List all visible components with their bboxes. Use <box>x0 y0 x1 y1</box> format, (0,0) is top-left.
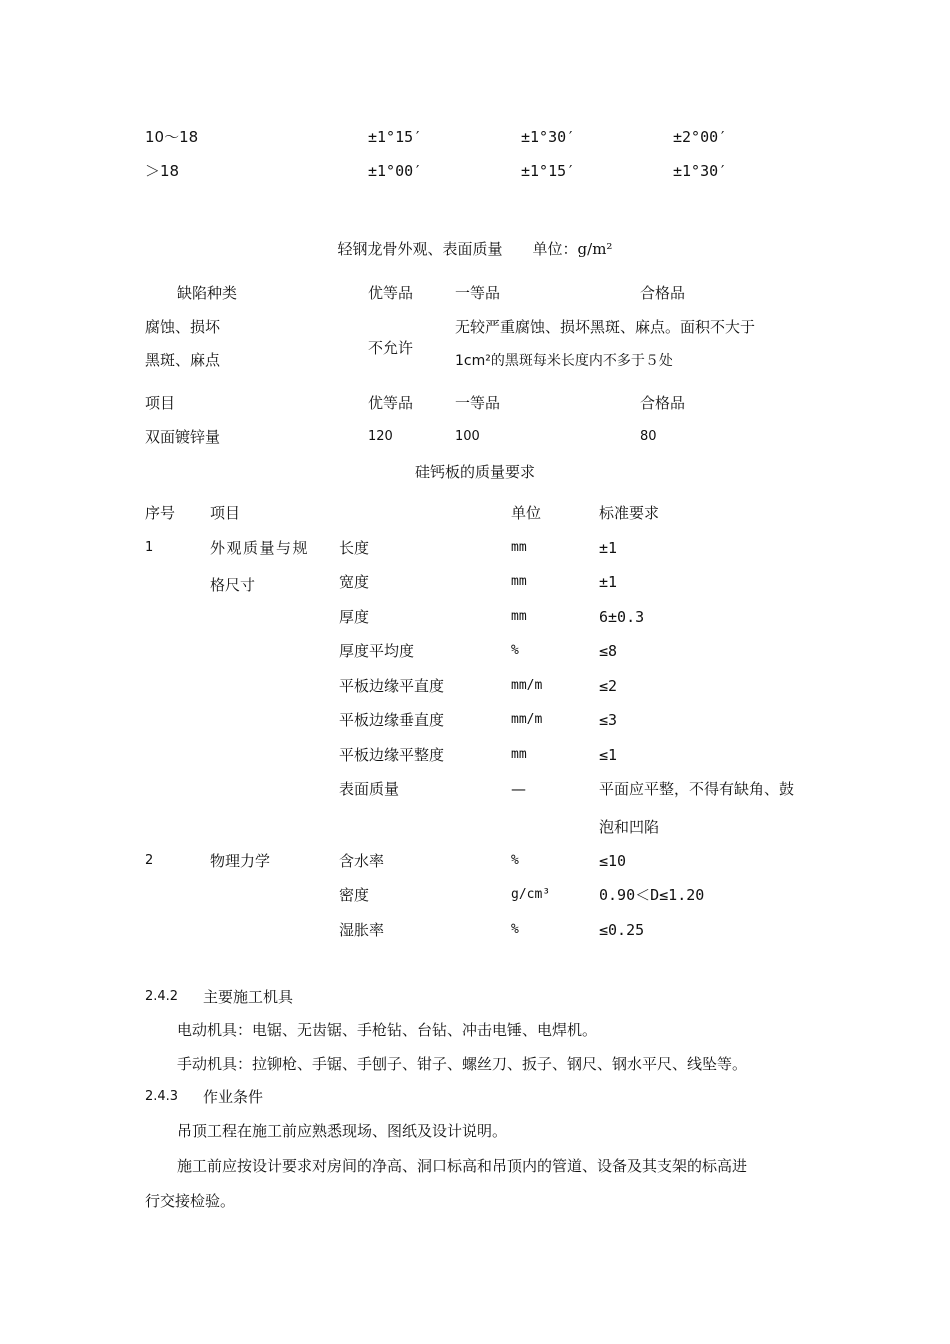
paragraph: 施工前应按设计要求对房间的净高、洞口标高和吊顶内的管道、设备及其支架的标高进 <box>177 1157 748 1175</box>
unit: mm <box>511 574 527 589</box>
group-no: 2 <box>145 853 154 868</box>
angle-value: ±2°00′ <box>673 128 728 146</box>
header-item: 项目 <box>210 504 241 522</box>
group-name: 外观质量与规 <box>210 539 310 557</box>
paragraph: 吊顶工程在施工前应熟悉现场、图纸及设计说明。 <box>177 1122 508 1140</box>
zinc-first: 100 <box>455 429 480 444</box>
sub-item: 厚度平均度 <box>339 642 415 660</box>
paragraph: 行交接检验。 <box>145 1192 236 1210</box>
paragraph: 手动机具：拉铆枪、手锯、手刨子、钳子、螺丝刀、扳子、钢尺、钢水平尺、线坠等。 <box>177 1055 748 1073</box>
standard: ≤2 <box>599 677 618 695</box>
angle-value: ±1°15′ <box>521 162 576 180</box>
standard: ≤3 <box>599 711 618 729</box>
sub-item: 表面质量 <box>339 780 400 798</box>
header-first: 一等品 <box>455 284 501 302</box>
header-superior: 优等品 <box>368 284 414 302</box>
defect-description: 1cm²的黑斑每米长度内不多于５处 <box>455 353 673 369</box>
sub-item: 平板边缘平直度 <box>339 677 445 695</box>
header-item: 项目 <box>145 394 176 412</box>
sub-item: 密度 <box>339 886 370 904</box>
section-heading: 主要施工机具 <box>203 988 294 1006</box>
sub-item: 平板边缘平整度 <box>339 746 445 764</box>
group-name: 格尺寸 <box>210 576 256 594</box>
section-number: 2.4.2 <box>145 989 179 1004</box>
sub-item: 平板边缘垂直度 <box>339 711 445 729</box>
unit: mm/m <box>511 678 543 693</box>
unit: — <box>511 780 526 798</box>
unit: mm <box>511 747 527 762</box>
zinc-qualified: 80 <box>640 429 657 444</box>
calcium-table-caption: 硅钙板的质量要求 <box>414 463 535 481</box>
section-heading: 作业条件 <box>203 1088 264 1106</box>
header-standard: 标准要求 <box>599 504 660 522</box>
standard: ≤10 <box>599 852 627 870</box>
unit: mm/m <box>511 712 543 727</box>
unit: g/cm³ <box>511 887 551 902</box>
unit: mm <box>511 540 527 555</box>
sub-item: 湿胀率 <box>339 921 385 939</box>
zinc-item: 双面镀锌量 <box>145 428 221 446</box>
angle-value: ±1°15′ <box>368 128 423 146</box>
defect-superior: 不允许 <box>368 339 414 357</box>
header-unit: 单位 <box>511 504 542 522</box>
defect-description: 无较严重腐蚀、损坏黑斑、麻点。面积不大于 <box>455 318 756 336</box>
defect-name: 腐蚀、损坏 <box>145 318 221 336</box>
sub-item: 长度 <box>339 539 370 557</box>
header-first: 一等品 <box>455 394 501 412</box>
group-name: 物理力学 <box>210 852 271 870</box>
standard: ≤1 <box>599 746 618 764</box>
standard: 6±0.3 <box>599 608 645 626</box>
angle-range: ＞18 <box>145 162 180 180</box>
angle-range: 10～18 <box>145 128 199 146</box>
standard: 0.90＜D≤1.20 <box>599 886 705 904</box>
header-no: 序号 <box>145 504 176 522</box>
unit: % <box>511 922 519 937</box>
unit: % <box>511 643 519 658</box>
sub-item: 宽度 <box>339 573 370 591</box>
keel-table-caption: 轻钢龙骨外观、表面质量 单位：g/m² <box>337 240 613 258</box>
defect-name: 黑斑、麻点 <box>145 351 221 369</box>
header-defect: 缺陷种类 <box>177 284 238 302</box>
standard: 平面应平整，不得有缺角、鼓 <box>599 780 795 798</box>
standard: ±1 <box>599 573 618 591</box>
standard: 泡和凹陷 <box>599 818 660 836</box>
sub-item: 含水率 <box>339 852 385 870</box>
angle-value: ±1°30′ <box>521 128 576 146</box>
standard: ≤0.25 <box>599 921 645 939</box>
unit: mm <box>511 609 527 624</box>
angle-value: ±1°30′ <box>673 162 728 180</box>
header-qualified: 合格品 <box>640 284 686 302</box>
standard: ≤8 <box>599 642 618 660</box>
angle-value: ±1°00′ <box>368 162 423 180</box>
sub-item: 厚度 <box>339 608 370 626</box>
group-no: 1 <box>145 540 154 555</box>
paragraph: 电动机具：电锯、无齿锯、手枪钻、台钻、冲击电锤、电焊机。 <box>177 1021 598 1039</box>
zinc-superior: 120 <box>368 429 393 444</box>
header-qualified: 合格品 <box>640 394 686 412</box>
unit: % <box>511 853 519 868</box>
section-number: 2.4.3 <box>145 1089 179 1104</box>
standard: ±1 <box>599 539 618 557</box>
header-superior: 优等品 <box>368 394 414 412</box>
